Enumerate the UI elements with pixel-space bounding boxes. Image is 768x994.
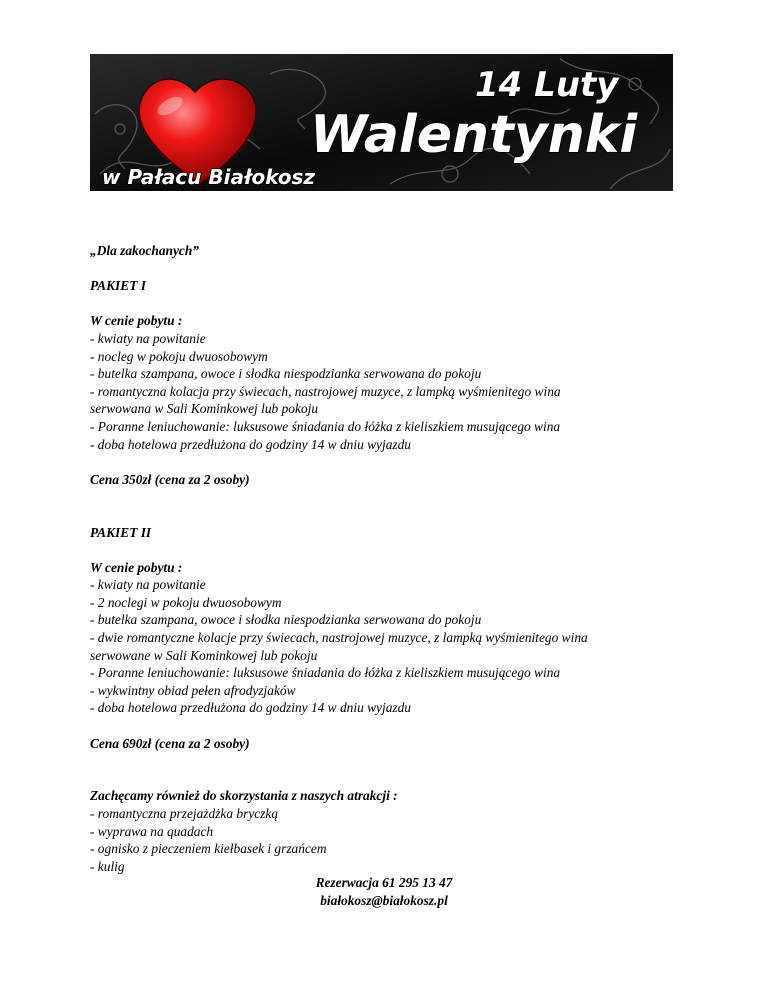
attractions-intro: Zachęcamy również do skorzystania z naszych atrakcji :: [90, 788, 398, 804]
list-item: - kwiaty na powitanie: [90, 577, 206, 593]
list-item: - doba hotelowa przedłużona do godziny 14 w dniu wyjazdu: [90, 700, 412, 716]
list-item: - kulig: [90, 858, 125, 874]
offer-document: [90, 242, 710, 875]
list-item: - Poranne leniuchowanie: luksusowe śniadania do łóżka z kieliszkiem musującego wina: [90, 418, 561, 434]
list-item: serwowana w Sali Kominkowej lub pokoju: [90, 401, 319, 417]
valentines-banner: [90, 54, 673, 191]
list-item: - kwiaty na powitanie: [90, 330, 206, 346]
tagline: „Dla zakochanych”: [90, 243, 199, 258]
banner-date-text: 14 Luty: [475, 65, 619, 105]
package2-price: Cena 690zł (cena za 2 osoby): [90, 735, 250, 751]
list-item: - doba hotelowa przedłużona do godziny 14 w dniu wyjazdu: [90, 436, 412, 452]
list-item: - romantyczna kolacja przy świecach, nastrojowej muzyce, z lampką wyśmienitego wina: [90, 383, 561, 399]
banner-venue-text: w Pałacu Białokosz: [102, 165, 316, 189]
list-item: - dwie romantyczne kolacje przy świecach, nastrojowej muzyce, z lampką wyśmienitego wina: [90, 630, 588, 646]
package1-intro: W cenie pobytu :: [90, 313, 183, 329]
package2-title: PAKIET II: [90, 524, 152, 540]
list-item: - butelka szampana, owoce i słodka niespodzianka serwowana do pokoju: [90, 366, 482, 382]
list-item: serwowane w Sali Kominkowej lub pokoju: [90, 647, 318, 663]
list-item: - nocleg w pokoju dwuosobowym: [90, 348, 268, 364]
banner-main-text: Walentynki: [310, 105, 638, 165]
list-item: - ognisko z pieczeniem kiełbasek i grzańcem: [90, 841, 327, 857]
list-item: - 2 noclegi w pokoju dwuosobowym: [90, 594, 282, 610]
list-item: - wyprawa na quadach: [90, 823, 214, 839]
list-item: - Poranne leniuchowanie: luksusowe śniadania do łóżka z kieliszkiem musującego wina: [90, 665, 561, 681]
list-item: - romantyczna przejażdżka bryczką: [90, 806, 279, 821]
reservation-email[interactable]: białokosz@białokosz.pl: [320, 893, 448, 908]
list-item: - wykwintny obiad pełen afrodyzjaków: [90, 682, 296, 698]
package2-intro: W cenie pobytu :: [90, 559, 183, 575]
reservation-phone: Rezerwacja 61 295 13 47: [315, 875, 453, 890]
package1-title: PAKIET I: [90, 278, 146, 294]
package1-price: Cena 350zł (cena za 2 osoby): [90, 471, 250, 487]
banner-graphic: [90, 54, 673, 191]
list-item: - butelka szampana, owoce i słodka niespodzianka serwowana do pokoju: [90, 612, 482, 628]
